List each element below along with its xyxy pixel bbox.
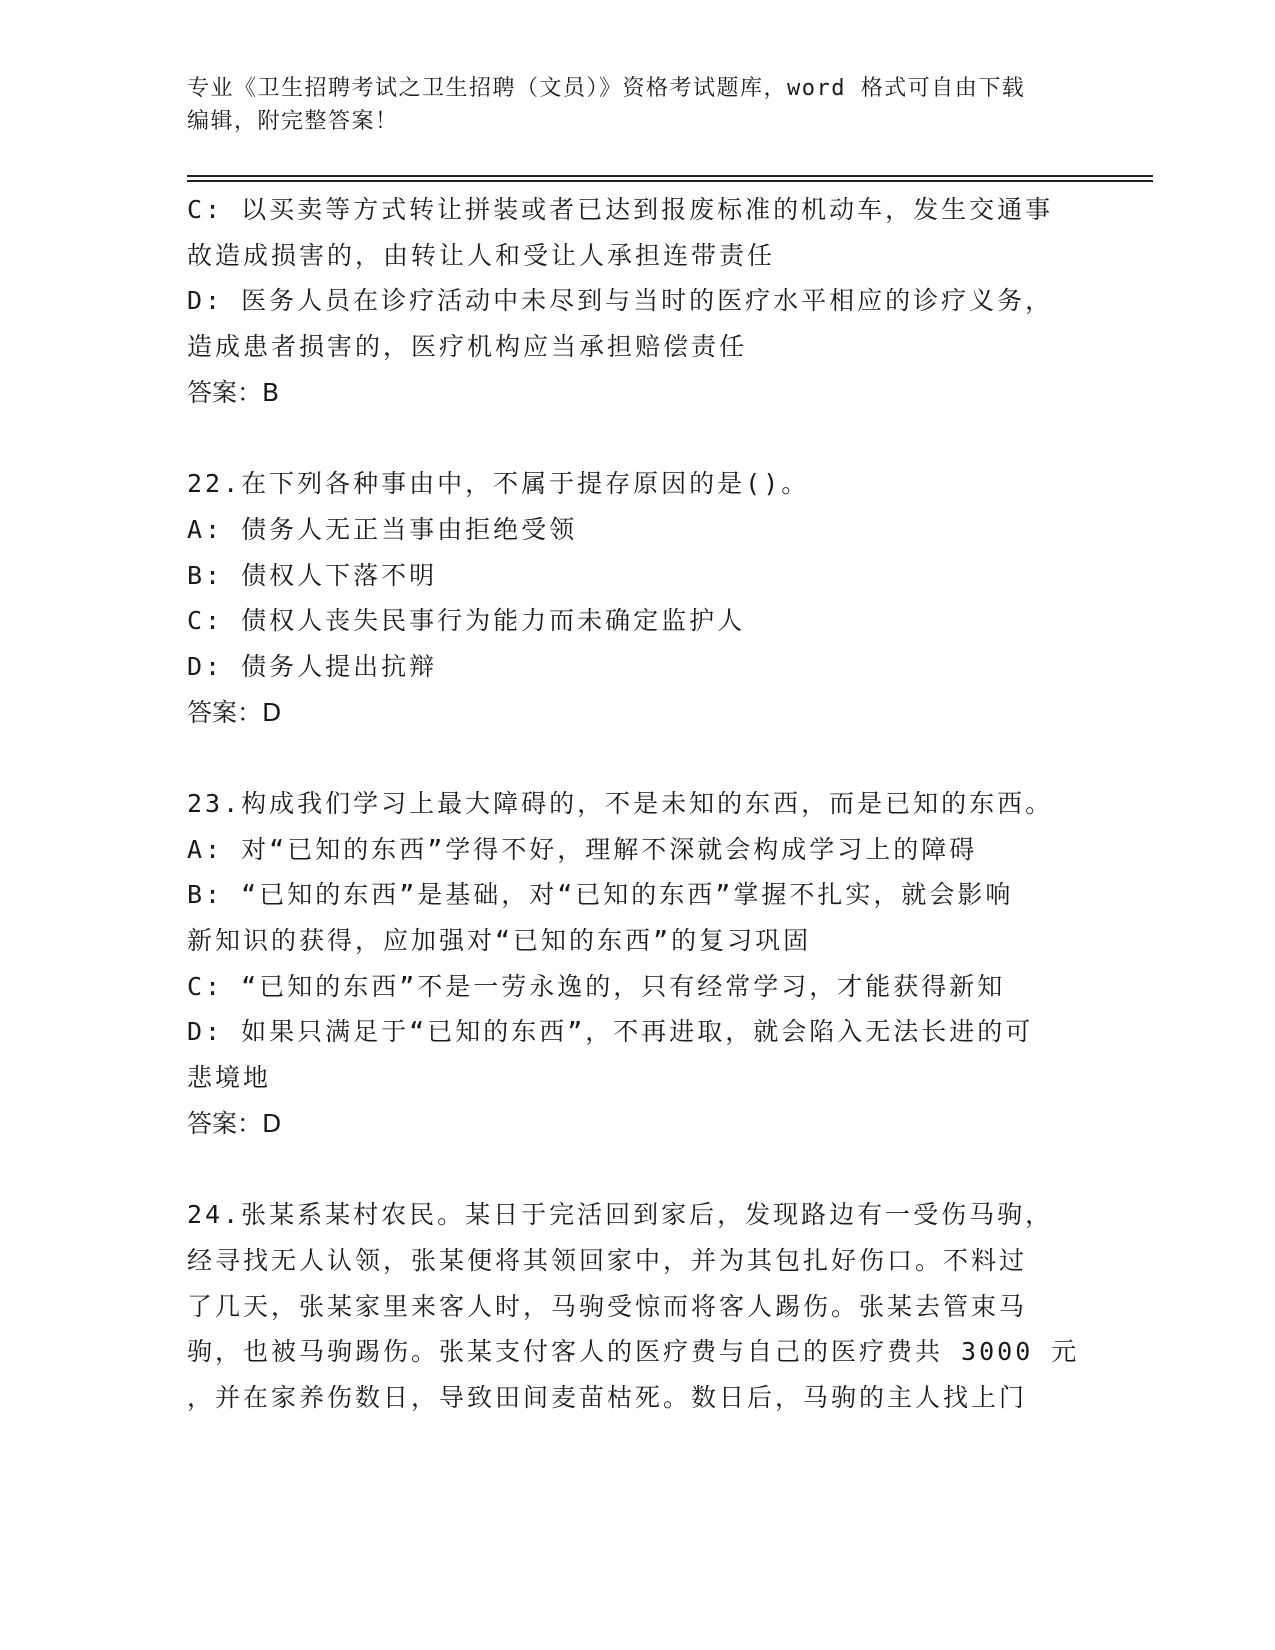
q22-answer: 答案：D xyxy=(187,697,282,727)
spacer xyxy=(187,1146,1087,1192)
q22-question: 22.在下列各种事由中，不属于提存原因的是()。 xyxy=(187,469,810,499)
spacer xyxy=(187,735,1087,781)
q22-option-a: A: 债务人无正当事由拒绝受领 xyxy=(187,514,578,544)
header-line-2: 编辑，附完整答案！ xyxy=(187,109,399,134)
q24-question-line1: 24.张某系某村农民。某日于完活回到家后，发现路边有一受伤马驹， xyxy=(187,1200,1054,1230)
document-header xyxy=(187,72,1087,138)
header-rule-bottom xyxy=(187,180,1153,182)
q22-option-c: C: 债权人丧失民事行为能力而未确定监护人 xyxy=(187,606,746,636)
q23-answer: 答案：D xyxy=(187,1108,282,1138)
q21-option-c-line1: C: 以买卖等方式转让拼装或者已达到报废标准的机动车，发生交通事 xyxy=(187,195,1054,224)
q24-question-line3: 了几天，张某家里来客人时，马驹受惊而将客人踢伤。张某去管束马 xyxy=(187,1291,1028,1321)
q22-option-b: B: 债权人下落不明 xyxy=(187,560,438,590)
header-line-1: 专业《卫生招聘考试之卫生招聘（文员）》资格考试题库，word 格式可自由下载 xyxy=(187,76,1026,101)
q21-answer: 答案：B xyxy=(187,377,280,407)
q23-option-d-line2: 悲境地 xyxy=(187,1063,272,1093)
q24-question-line2: 经寻找无人认领，张某便将其领回家中，并为其包扎好伤口。不料过 xyxy=(187,1245,1028,1275)
q24-question-line4: 驹，也被马驹踢伤。张某支付客人的医疗费与自己的医疗费共 3000 元 xyxy=(187,1337,1080,1367)
q23-option-d-line1: D: 如果只满足于“已知的东西”，不再进取，就会陷入无法长进的可 xyxy=(187,1017,1034,1047)
q21-option-d-line2: 造成患者损害的，医疗机构应当承担赔偿责任 xyxy=(187,332,748,362)
q23-option-a: A: 对“已知的东西”学得不好，理解不深就会构成学习上的障碍 xyxy=(187,834,978,864)
spacer xyxy=(187,415,1087,461)
q23-question: 23.构成我们学习上最大障碍的，不是未知的东西，而是已知的东西。 xyxy=(187,788,1054,818)
q23-option-b-line1: B: “已知的东西”是基础，对“已知的东西”掌握不扎实，就会影响 xyxy=(187,880,1014,910)
q22-option-d: D: 债务人提出抗辩 xyxy=(187,651,438,681)
q23-option-c: C: “已知的东西”不是一劳永逸的，只有经常学习，才能获得新知 xyxy=(187,971,1006,1001)
header-rule-top xyxy=(187,175,1153,177)
q23-option-b-line2: 新知识的获得，应加强对“已知的东西”的复习巩固 xyxy=(187,926,812,955)
q24-question-line5: ，并在家养伤数日，导致田间麦苗枯死。数日后，马驹的主人找上门 xyxy=(187,1382,1028,1412)
q21-option-d-line1: D: 医务人员在诊疗活动中未尽到与当时的医疗水平相应的诊疗义务， xyxy=(187,286,1054,316)
question-content xyxy=(187,187,1087,1421)
q21-option-c-line2: 故造成损害的，由转让人和受让人承担连带责任 xyxy=(187,240,776,270)
